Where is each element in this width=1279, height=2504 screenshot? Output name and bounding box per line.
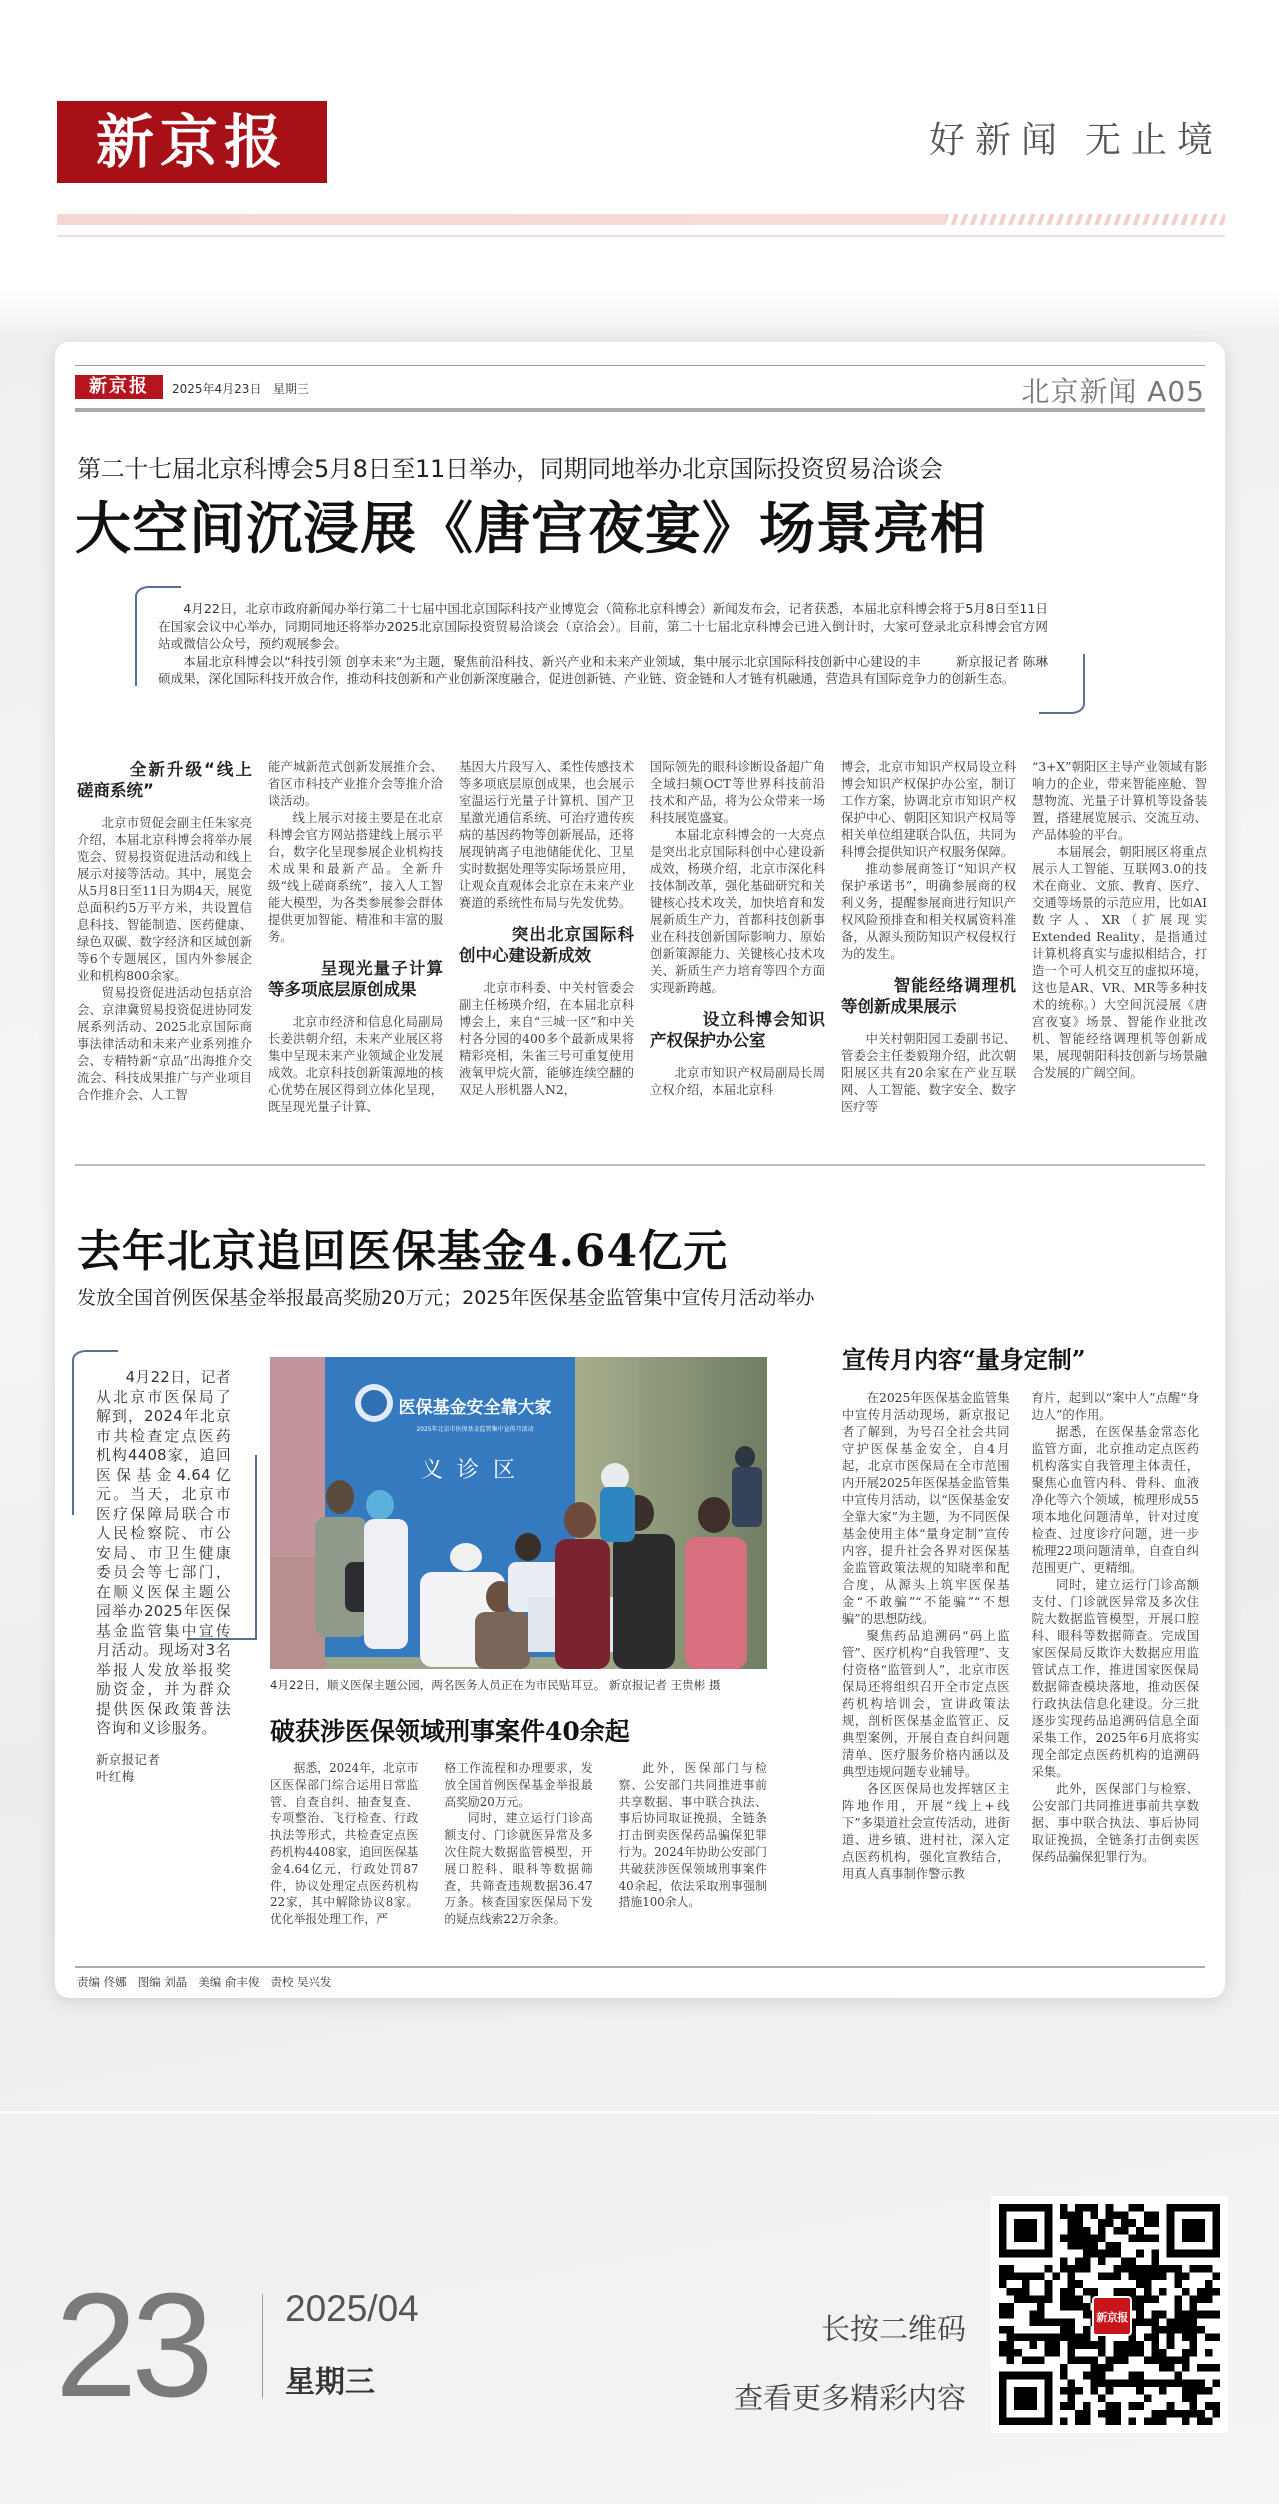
text-column <box>841 759 1016 1147</box>
photo-caption: 4月22日，顺义医保主题公园，两名医务人员正在为市民贴耳豆。 新京报记者 王贵彬 摄 <box>270 1678 721 1692</box>
article1-headline: 大空间沉浸展《唐宫夜宴》场景亮相 <box>75 496 987 562</box>
article2-section-b-columns <box>842 1390 1199 1965</box>
news-photo[interactable] <box>270 1357 767 1669</box>
paragraph: 本届展会，朝阳展区将重点展示人工智能、互联网3.0的技术在商业、文旅、教育、医疗、交通等场景的示范应用，比如AI数字人、XR（扩展现实 Extended Reality，是指通过计算机将真实与虚拟相结合，打造一个可人机交互的虚拟环境，这也是AR、VR、MR等多种技术的统称。）大空间沉浸展《唐宫夜宴》场景、智能作业批改机、智能经络调理机等创新成果，展现朝阳科技创新与场景融合发展的广阔空间。 <box>1032 845 1207 1080</box>
paragraph: 此外，医保部门与检察、公安部门共同推进事前共享数据、事中联合执法、事后协同取证挽损，全链条打击倒卖医保药品骗保犯罪行为。 <box>1031 1782 1199 1864</box>
paragraph: 同时，建立运行门诊高额支付、门诊就医异常及多次住院大数据监管模型，开展口腔科、眼科等数据筛查。完成国家医保局反欺诈大数据应用监管试点工作，推进国家医保局数据筛查模块落地，推动医保行政执法信息化建设。分三批逐步实现药品追溯码信息全面采集工作，2025年6月底将实现全部定点医药机构的追溯码采集。 <box>1031 1578 1199 1779</box>
article2-section-a-columns <box>270 1760 767 1955</box>
qr-code[interactable] <box>991 2196 1228 2433</box>
paragraph: “3+X”朝阳区主导产业领域有影响力的企业，带来智能座舱、智慧物流、光量子计算机等设备装置，搭建展览展示、交流互动、产品体验的平台。 <box>1032 760 1207 842</box>
side-paragraph: 4月22日，记者从北京市医保局了解到，2024年北京市共检查定点医药机构4408家，追回医保基金4.64亿元。当天，北京市医疗保障局联合市人民检察院、市公安局、市卫生健康委员会等七部门，在顺义医保主题公园举办2025年医保基金监管集中宣传月活动。现场对3名举报人发放举报奖励资金，并为群众提供医保政策普法咨询和义诊服务。 <box>96 1369 231 1737</box>
footer-day: 23 <box>55 2263 208 2428</box>
editor-credits: 责编 佟娜 图编 刘晶 美编 俞丰俊 责校 吴兴发 <box>77 1975 332 1989</box>
paragraph: 博会，北京市知识产权局设立科博会知识产权保护办公室，制订工作方案，协调北京市知识产权保护中心、朝阳区知识产权局等相关单位组建联合队伍，共同为科博会提供知识产权服务保障。 <box>841 760 1016 859</box>
slogan <box>929 112 1223 163</box>
paragraph: 据悉，在医保基金常态化监管方面，北京推动定点医药机构落实自我管理主体责任，聚焦心血管内科、骨科、血液净化等六个领域，梳理形成55项本地化问题清单，针对过度检查、过度诊疗问题，进一步梳理22项问题清单，自查自纠范围更广、更精细。 <box>1031 1425 1199 1575</box>
slogan-part: 无止境 <box>1084 120 1223 161</box>
divider <box>262 2294 263 2398</box>
paragraph: 推动参展商签订“知识产权保护承诺书”，明确参展商的权利义务，提醒参展商进行知识产权风险预排查和相关权属资料准备，从源头预防知识产权侵权行为的发生。 <box>841 862 1016 961</box>
subheading: 设立科博会知识产权保护办公室 <box>650 1010 825 1050</box>
text-column <box>619 1760 767 1955</box>
text-column <box>268 759 443 1147</box>
paragraph: 北京市知识产权局副局长周立权介绍，本届北京科 <box>650 1066 825 1097</box>
qr-hint: 长按二维码 <box>820 2312 966 2346</box>
side-byline <box>96 1751 231 1785</box>
text-column <box>1032 759 1207 1147</box>
paragraph: 格工作流程和办理要求，发放全国首例医保基金举报最高奖励20万元。 <box>444 1761 593 1809</box>
newspaper-page[interactable] <box>55 342 1225 1998</box>
qr-hint: 查看更多精彩内容 <box>733 2381 966 2415</box>
subheading: 全新升级“线上磋商系统” <box>77 760 252 800</box>
photo-illustration <box>270 1357 767 1669</box>
page-logo: 新京报 <box>75 375 163 399</box>
paragraph: 北京市经济和信息化局副局长姜洪朝介绍，未来产业展区将集中呈现未来产业领域企业发展成效。北京科技创新策源地的核心优势在展区得到立体化呈现，既呈现光量子计算、 <box>268 1015 443 1114</box>
article2-subhead-a: 破获涉医保领域刑事案件40余起 <box>270 1717 630 1746</box>
qr-logo: 新京报 <box>1092 2296 1132 2336</box>
paragraph: 本届北京科博会的一大亮点是突出北京国际科创中心建设新成效，杨瑛介绍，北京市深化科技体制改革，强化基础研究和关键核心技术攻关，加快培育和发展新质生产力，首都科技创新事业在科技创新国际影响力、原始创新策源能力、关键核心技术攻关、新质生产力培育等四个方面实现新跨越。 <box>650 828 825 995</box>
paragraph: 此外，医保部门与检察、公安部门共同推进事前共享数据、事中联合执法、事后协同取证挽损，全链条打击倒卖医保药品骗保犯罪行为。2024年协助公安部门共破获涉医保领域刑事案件40余起，依法采取刑事强制措施100余人。 <box>618 1761 767 1910</box>
byline-label: 新京报记者 <box>96 1751 161 1767</box>
text-column <box>650 759 825 1147</box>
paragraph: 各区医保局也发挥辖区主阵地作用，开展“线上+线下”多渠道社会宣传活动，进街道、进乡镇、进村社，深入定点医药机构，强化宣教结合，用真人真事制作警示教 <box>842 1782 1010 1881</box>
article1-columns <box>77 759 1207 1147</box>
paragraph: 线上展示对接主要是在北京科博会官方网站搭建线上展示平台，数字化呈现参展企业机构技术成果和最新产品。全新升级“线上磋商系统”，接入人工智能大模型，为各类参展参会群体提供更加智能、精准和丰富的服务。 <box>268 811 443 944</box>
article2-headline: 去年北京追回医保基金4.64亿元 <box>77 1226 729 1277</box>
decorative-stripes <box>945 214 1225 225</box>
divider <box>0 2111 1279 2114</box>
subheading: 突出北京国际科创中心建设新成效 <box>459 925 634 965</box>
brand-logo: 新京报 <box>57 101 327 183</box>
article2-subhead-b: 宣传月内容“量身定制” <box>842 1345 1086 1374</box>
paragraph: 基因大片段写入、柔性传感技术等多项底层原创成果，也会展示室温运行光量子计算机、国产卫星激光通信系统、可治疗遗传疾病的基因药物等创新展品，还将展现钠离子电池储能优化、卫星实时数据处理等实际场景应用，让观众直观体会北京在未来产业赛道的系统性布局与先发优势。 <box>459 760 634 910</box>
side-text <box>96 1368 231 1785</box>
paragraph: 贸易投资促进活动包括京洽会、京津冀贸易投资促进协同发展系列活动、2025北京国际商事法律活动和未来产业系列推介会、专精特新“京品”出海推介交流会、科技成果推广与产业项目合作推介会、人工智 <box>77 986 252 1102</box>
paragraph: 聚焦药品追溯码“码上监管”、医疗机构“自我管理”、支付资格“监管到人”，北京市医保局还将组织召开全市定点医药机构培训会，宣讲政策法规，剖析医保基金监管正、反典型案例，开展自查自纠问题清单、医疗服务价格内涵以及典型违规问题专业辅导。 <box>842 1629 1010 1779</box>
footer-year-month: 2025/04 <box>285 2288 419 2329</box>
intro-paragraph: 4月22日，北京市政府新闻办举行第二十七届中国北京国际科技产业博览会（简称北京科博会）新闻发布会，记者获悉，本届北京科博会将于5月8日至11日在国家会议中心举办，同期同地还将举办2025北京国际投资贸易洽谈会（京洽会）。目前，第二十七届北京科博会已进入倒计时，大家可登录北京科博会官方网站或微信公众号，预约观展参会。 <box>158 601 1048 651</box>
paragraph: 同时，建立运行门诊高额支付、门诊就医异常及多次住院大数据监管模型，开展口腔科、眼科等数据筛查，共筛查违规数据36.47万条。核查国家医保局下发的疑点线索22万余条。 <box>444 1811 593 1927</box>
text-column <box>270 1760 418 1955</box>
paragraph: 中关村朝阳园工委副书记、管委会主任娄毅翔介绍，此次朝阳展区共有20余家在产业互联网、人工智能、数字安全、数字医疗等 <box>841 1032 1016 1114</box>
paragraph: 北京市科委、中关村管委会副主任杨瑛介绍，在本届北京科博会上，来自“三城一区”和中关村各分园的400多个最新成果将精彩亮相，朱雀三号可重复使用液氧甲烷火箭，能够连续空翻的双足人形机器人N2， <box>459 981 634 1097</box>
intro-byline: 新京报记者 陈琳 <box>955 653 1048 669</box>
intro-paragraph <box>158 653 1048 688</box>
article1-intro <box>135 586 1085 714</box>
paragraph: 在2025年医保基金监管集中宣传月活动现场，新京报记者了解到，为号召全社会共同守护医保基金安全，自4月起，北京市医保局在全市范围内开展2025年医保基金监管集中宣传月活动，以“医保基金安全靠大家”为主题，为不同医保基金使用主体“量身定制”宣传内容，提升社会各界对医保基金监管政策法规的知晓率和配合度，从源头上筑牢医保基金“不敢骗”“不能骗”“不想骗”的思想防线。 <box>842 1391 1010 1626</box>
divider <box>75 408 1205 412</box>
banner-title: 医保基金安全靠大家 <box>398 1398 552 1418</box>
banner-subtitle: 2025年北京市医保基金监管集中宣传月活动 <box>416 1426 534 1433</box>
paragraph: 育片，起到以“案中人”点醒“身边人”的作用。 <box>1031 1391 1199 1422</box>
article2-kicker: 发放全国首例医保基金举报最高奖励20万元；2025年医保基金监管集中宣传月活动举办 <box>77 1287 815 1309</box>
byline-name: 叶红梅 <box>96 1768 135 1784</box>
paragraph: 北京市贸促会副主任朱家亮介绍，本届北京科博会将举办展览会、贸易投资促进活动和线上展示对接等活动。其中，展览会从5月8日至11日为期4天，展览总面积约5万平方米，共设置信息科技、智能制造、医药健康、绿色双碳、数字经济和区域创新等6个专题展区，国内外参展企业和机构800余家。 <box>77 816 252 983</box>
text-column <box>459 759 634 1147</box>
divider <box>75 1966 1205 1968</box>
top-banner <box>0 0 1279 330</box>
subheading: 智能经络调理机等创新成果展示 <box>841 976 1016 1016</box>
divider <box>75 365 1205 366</box>
text-column <box>444 1760 592 1955</box>
page-date: 2025年4月23日 星期三 <box>172 382 309 396</box>
intro-text <box>158 600 1048 688</box>
divider <box>57 235 1225 237</box>
text-column <box>1032 1390 1200 1965</box>
article2-intro <box>72 1350 257 1784</box>
subheading: 呈现光量子计算等多项底层原创成果 <box>268 959 443 999</box>
paragraph: 据悉，2024年，北京市区医保部门综合运用日常监管、自查自纠、抽查复查、专项整治、飞行检查、行政执法等形式，共检查定点医药机构4408家，追回医保基金4.64亿元，行政处罚87件，协议处理定点医药机构22家，其中解除协议8家。优化举报处理工作，严 <box>270 1761 419 1927</box>
divider <box>75 1164 1205 1166</box>
article1-kicker: 第二十七届北京科博会5月8日至11日举办，同期同地举办北京国际投资贸易洽谈会 <box>77 455 943 483</box>
paragraph: 国际领先的眼科诊断设备超广角全域扫频OCT等世界科技前沿技术和产品，将为公众带来一场科技展览盛宴。 <box>650 760 825 825</box>
slogan-part: 好新闻 <box>928 120 1067 161</box>
text-column <box>77 759 252 1147</box>
text-column <box>842 1390 1010 1965</box>
intro-paragraph-text: 本届北京科博会以“科技引领 创享未来”为主题，聚焦前沿科技、新兴产业和未来产业领域，集中展示北京国际科技创新中心建设的丰硕成果，深化国际科技开放合作，推动科技创新和产业创新深度融合，促进创新链、产业链、资金链和人才链有机融通，营造具有国际竞争力的创新生态。 <box>158 653 1015 686</box>
footer-weekday: 星期三 <box>285 2365 375 2400</box>
page-section: 北京新闻 A05 <box>1021 375 1205 408</box>
paragraph: 能产城新范式创新发展推介会、省区市科技产业推介会等推介洽谈活动。 <box>268 760 443 808</box>
banner-zone: 义诊区 <box>420 1458 530 1483</box>
